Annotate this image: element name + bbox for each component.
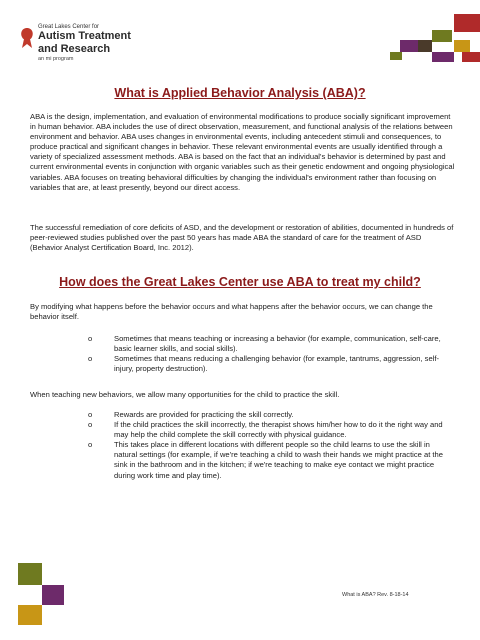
logo-program-note: an mi program: [38, 56, 74, 62]
decor-square: [454, 40, 470, 52]
decor-square: [390, 52, 402, 60]
list-item-text: This takes place in different locations with different people so the child learns to use the skill in natural settings (for example, if we're teaching a child to wash their hands we might practice at the sink in the bathroom and in the kitchen; if we're teaching to make eye contact we might practice during work time and play time).: [114, 440, 443, 480]
decor-square: [418, 40, 432, 52]
decor-square: [18, 563, 42, 585]
logo-name-line1: Autism Treatment: [38, 30, 131, 42]
section-title-how-great-lakes-uses-aba: How does the Great Lakes Center use ABA to treat my child?: [59, 275, 421, 289]
paragraph-teaching-new-behaviors: When teaching new behaviors, we allow many opportunities for the child to practice the skill.: [30, 390, 340, 399]
list-item-text: Sometimes that means teaching or increasing a behavior (for example, communication, self-care, basic learner skills, and social skills).: [114, 334, 441, 354]
paragraph-aba-definition: ABA is the design, implementation, and evaluation of environmental modifications to produce socially significant improvement in human behavior. ABA includes the use of direct observation, measurement, and functional analysis of the relations between environment and behavior. ABA uses changes in environmental events, including antecedent stimuli and consequences, to produce practical and significant changes in behavior. These relevant environmental events are usually identified through a variety of specialized assessment methods. ABA is based on the fact that an individual's behavior is determined by past and current environmental events in conjunction with organic variables such as their genetic endowment and ongoing physiological variables. ABA focuses on treating behavioral difficulties by changing the individual's environment rather than focusing on variables that are, at least presently, beyond our direct access.: [30, 112, 455, 192]
decor-square: [432, 30, 452, 42]
bullet-marker: o: [88, 334, 93, 343]
list-item-text: If the child practices the skill incorrectly, the therapist shows him/her how to do it the right way and may help the child complete the skill correctly with physical guidance.: [114, 420, 443, 440]
list-item: [88, 420, 448, 440]
organization-logo: [18, 20, 158, 70]
logo-name-line2: and Research: [38, 43, 111, 55]
paragraph-intro: By modifying what happens before the behavior occurs and what happens after the behavior occurs, we can change the behavior itself.: [30, 302, 433, 322]
paragraph-aba-evidence: The successful remediation of core deficits of ASD, and the development or restoration of abilities, documented in hundreds of peer-reviewed studies published over the past 50 years has made ABA the standard of care for the treatment of ASD (Behavior Analyst Certification Board, Inc. 2012).: [30, 223, 454, 253]
bullet-marker: o: [88, 410, 93, 419]
decor-square: [18, 605, 42, 625]
bullet-marker: o: [88, 440, 93, 450]
decor-square: [400, 40, 418, 52]
footer-revision-note: What is ABA? Rev. 8-18-14: [342, 592, 409, 598]
list-item-text: Rewards are provided for practicing the skill correctly.: [114, 410, 294, 419]
logo-tagline: Great Lakes Center for: [38, 24, 100, 30]
decor-square: [462, 52, 480, 62]
list-item-text: Sometimes that means reducing a challenging behavior (for example, tantrums, aggression, self-injury, property destruction).: [114, 354, 440, 374]
decor-square: [454, 14, 480, 32]
list-item: [88, 334, 448, 354]
list-item: [88, 440, 448, 480]
list-item: [88, 410, 448, 420]
logo-mark-icon: [18, 26, 36, 50]
list-item: [88, 354, 448, 374]
decor-square: [432, 52, 454, 62]
section-title-what-is-aba: What is Applied Behavior Analysis (ABA)?: [114, 86, 366, 100]
bullet-marker: o: [88, 420, 93, 430]
decor-square: [42, 585, 64, 605]
bullet-marker: o: [88, 354, 93, 364]
bullet-list-behavior-goals: [88, 334, 448, 374]
bullet-list-teaching-methods: [88, 410, 448, 481]
